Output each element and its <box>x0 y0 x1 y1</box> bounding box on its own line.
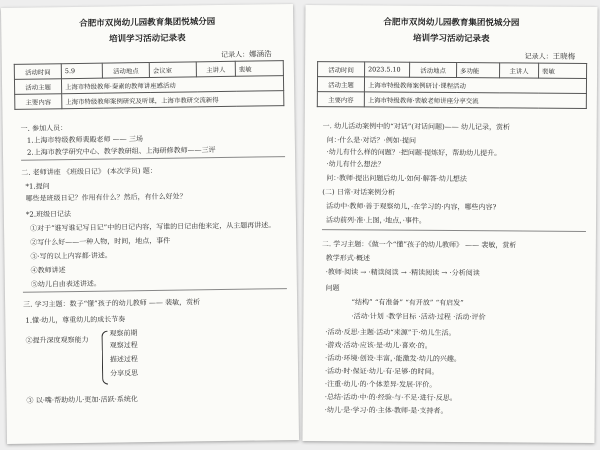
content-value: 上海市特级教师·裴敏老师讲座分享交流 <box>364 92 586 109</box>
note-line: 问：·教师·提出问题后幼儿·如何·解答·幼儿想法 <box>326 174 467 184</box>
note-line: “结构” “有准备” “有开放” “有启发” <box>351 298 464 308</box>
recorder-name: 娜涵浩 <box>249 49 272 59</box>
note-line: *1.提问 <box>25 182 50 191</box>
note-line: 一. 参加人员： <box>20 124 68 133</box>
theme-value: 上海市特级教师·秦素的教师讲座感活动 <box>61 76 283 94</box>
speaker-value: 裴敏 <box>539 63 587 78</box>
place-label: 活动地点 <box>102 62 149 78</box>
note-line: ·教师·阅读 → ·精读阅读 → ·精读阅读 → ·分析阅读 <box>325 268 480 278</box>
note-line: 问题 <box>325 284 340 293</box>
note-line: 分享反思 <box>110 369 139 378</box>
note-line: 哪些是班级日记？作用有什么？然后，有什么好处？ <box>25 192 187 203</box>
info-row-content <box>15 91 284 110</box>
info-table <box>317 61 587 109</box>
note-bracket <box>101 331 108 385</box>
note-line: ·注重·幼儿·的·个体差异·发展·评价。 <box>324 380 437 389</box>
note-line: ·活动·反思·主题·活动“来源”于·幼儿生活。 <box>325 328 456 338</box>
note-line: ·活动·环境·创设·丰富，·能激发·幼儿的兴趣。 <box>325 354 461 364</box>
note-line: *2.班级日记法 <box>25 210 72 219</box>
handwritten-notes <box>21 116 289 436</box>
note-line: 1.懂·幼儿，尊重幼儿的成长节奏 <box>25 315 126 325</box>
theme-value: 上海市特级教师案例研讨·课程活动 <box>364 77 586 94</box>
time-label: 活动时间 <box>14 64 61 80</box>
place-value: 多功能 <box>457 63 500 78</box>
form-title: 培训学习活动记录表 <box>412 33 490 45</box>
note-line: 一. 幼儿活动案例中的“对话”(对话问题)—— 幼儿记录，赏析 <box>322 122 511 132</box>
recorder-label: 记录人： <box>524 52 553 61</box>
speaker-label: 主讲人 <box>196 61 235 77</box>
note-line: ①对于“谁写谁记写日记”中的日记内容，写谁的日记由他来定，从主题再讲述。 <box>29 221 276 233</box>
theme-label: 活动主题 <box>14 79 61 95</box>
note-line: ③·写的以上内容都·讲述。 <box>30 251 112 261</box>
content-value: 上海市特级教师案例研究及听课，上海市教研交流新得 <box>62 91 284 109</box>
recorder <box>525 51 576 62</box>
org-title: 合肥市双岗幼儿园教育集团悦城分园 <box>383 17 520 29</box>
recorder <box>221 48 272 60</box>
note-line: 2.上海市教学研究中心、教学教研组、上海研修教师——三评 <box>26 146 216 157</box>
org-title: 合肥市双岗幼儿园教育集团悦城分园 <box>79 17 216 29</box>
note-line: 二. 学习主题：《做一个“懂”孩子的幼儿教师》 —— 裴敏，赏析 <box>321 240 517 250</box>
note-line: 活动前列·准·上图，·地点，·事件。 <box>325 216 426 225</box>
note-line: (二) 日常·对话案例分析 <box>322 188 396 197</box>
content-label: 主要内容 <box>15 94 62 110</box>
note-line: ②写什么好——一种人物，时间，地点，事件 <box>30 236 171 247</box>
speaker-label: 主讲人 <box>500 63 539 78</box>
note-line: ·活动·时·保证·幼儿·有·足够·的时间。 <box>324 367 439 376</box>
handwritten-notes <box>321 117 587 435</box>
record-sheet-left <box>1 4 299 444</box>
note-line: ·总结·活动·中·的·经验·与·不足·进行·反思。 <box>324 393 457 403</box>
form-title: 培训学习活动记录表 <box>109 33 186 45</box>
note-line: 二. 老师讲座 《班级日记》 (本次学员) 题： <box>21 166 157 177</box>
note-line: 三. 学习主题：数子“懂”孩子的幼儿教师 —— 裴敏，赏析 <box>23 298 201 309</box>
speaker-value: 裴敏 <box>235 61 283 77</box>
info-table <box>14 60 285 110</box>
content-label: 主要内容 <box>317 92 364 107</box>
note-line: ③ 以·嘴·帮助幼儿·更加·活跃·系统化 <box>26 395 138 405</box>
note-line: 观察过程 <box>109 341 138 350</box>
theme-label: 活动主题 <box>317 77 364 92</box>
place-label: 活动地点 <box>410 62 457 77</box>
note-line: ·活动·计划 ·教学目标 ·活动·过程 ·活动·评价 <box>351 312 486 322</box>
note-line: 描述过程 <box>109 355 138 364</box>
note-line: 教学形式·概述 <box>325 254 371 263</box>
note-line: ·幼儿·是·学习·的·主体·教师·是·支持者。 <box>324 406 448 415</box>
time-value: 2023.5.10 <box>365 62 410 77</box>
recorder-label: 记录人： <box>221 50 250 59</box>
time-value: 5.9 <box>61 63 102 79</box>
note-line: ·游戏·活动·应该·是·幼儿·喜欢·的。 <box>325 341 432 350</box>
place-value: 会议室 <box>149 62 196 78</box>
note-line: ④教师讲述 <box>30 266 66 275</box>
recorder-name: 王晓梅 <box>552 51 576 61</box>
note-line: ·幼儿有什么想法？ <box>326 160 385 169</box>
note-line: ⑤幼儿自由表述讲述。 <box>30 279 101 289</box>
note-divider <box>322 229 586 232</box>
note-line: ·幼儿有什么样的问题？·把问题·提炼好，帮助幼儿提升。 <box>326 148 502 158</box>
note-line: 观察前期 <box>109 329 138 338</box>
note-line: 问：·什么是·对话？·例如·提问 <box>326 136 417 145</box>
note-line: 活动中·教师·善于观察幼儿，·在学习的·内容，哪些内容? <box>326 202 497 212</box>
note-line: 1.上海市特级教师裴殿老师 —— 三场 <box>26 135 144 145</box>
record-sheet-right <box>302 5 597 443</box>
note-line: ②提升深度观察能力 <box>25 335 89 345</box>
info-row-content <box>317 92 586 109</box>
time-label: 活动时间 <box>318 62 365 77</box>
